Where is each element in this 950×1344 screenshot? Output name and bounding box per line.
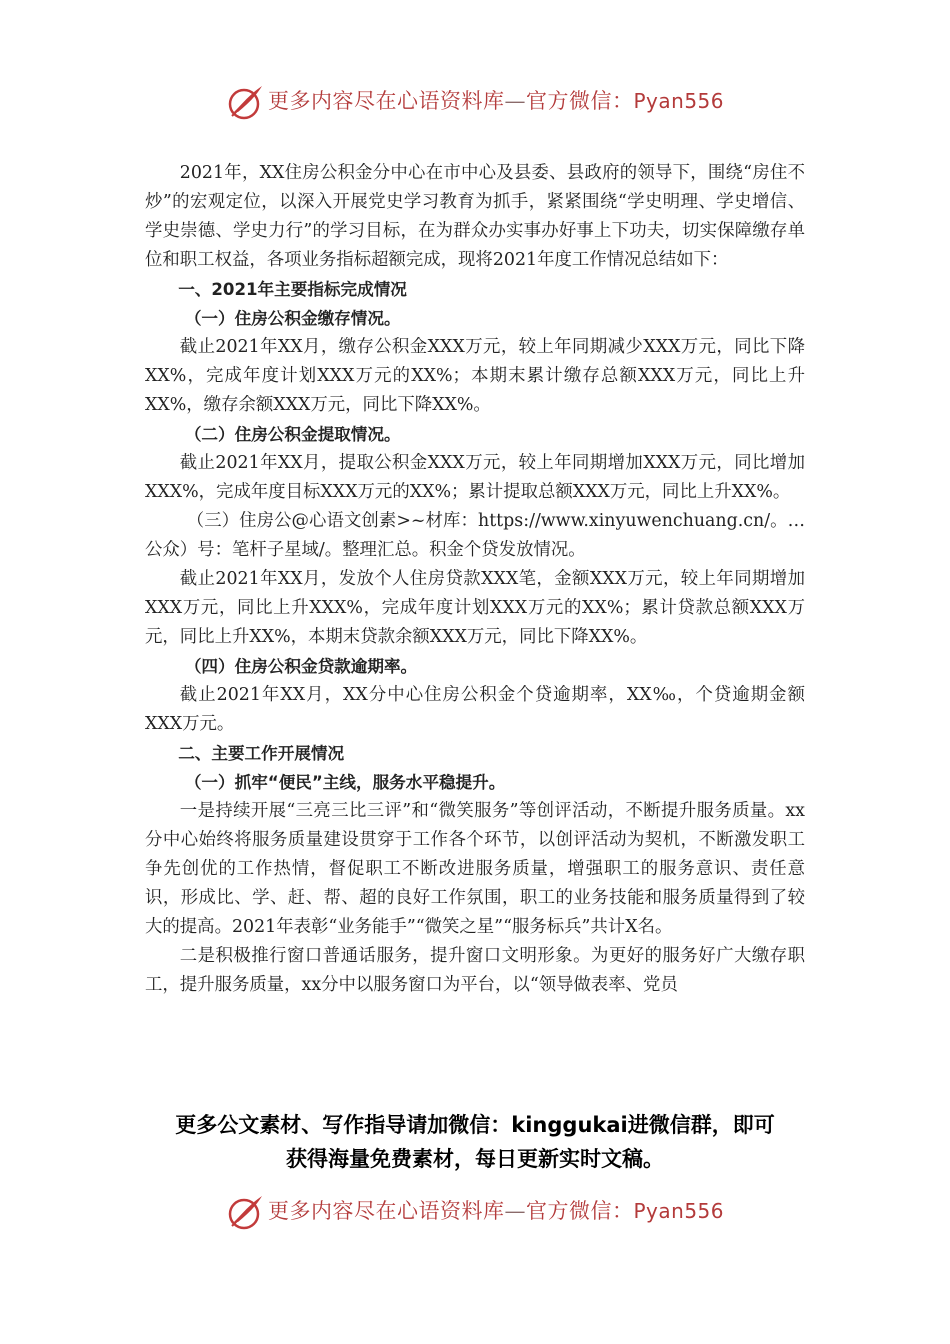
s1-4-paragraph: 截止2021年XX月，XX分中心住房公积金个贷逾期率，XX‰，个贷逾期金额XXX万元。 bbox=[145, 685, 805, 734]
banner-separator: — bbox=[504, 89, 526, 113]
promo-line-1: 更多公文素材、写作指导请加微信：kinggukai进微信群，即可 bbox=[175, 1113, 775, 1137]
banner-account: Pyan556 bbox=[633, 89, 725, 113]
document-body bbox=[145, 159, 805, 1000]
quill-logo-icon bbox=[226, 1192, 266, 1232]
banner-official: 官方微信： bbox=[526, 1199, 634, 1223]
section2-heading: 二、主要工作开展情况 bbox=[178, 744, 345, 763]
banner-official: 官方微信： bbox=[526, 89, 634, 113]
s1-2-heading: （二）住房公积金提取情况。 bbox=[184, 425, 401, 444]
banner-text bbox=[268, 1198, 724, 1224]
header-banner bbox=[0, 80, 950, 124]
banner-title: 更多内容尽在心语资料库 bbox=[268, 89, 505, 113]
s2-1-paragraph-1: 一是持续开展“三亮三比三评”和“微笑服务”等创评活动，不断提升服务质量。xx分中心始终将服务质量建设贯穿于工作各个环节，以创评活动为契机，不断激发职工争先创优的工作热情，督促职工不断改进服务质量，增强职工的服务意识、责任意识，形成比、学、赶、帮、超的良好工作氛围，职工的业务技能和服务质量得到了较大的提高。2021年表彰“业务能手”“微笑之星”“服务标兵”共计X名。 bbox=[145, 801, 805, 937]
promo-line-2: 获得海量免费素材，每日更新实时文稿。 bbox=[286, 1147, 664, 1171]
s1-1-paragraph: 截止2021年XX月，缴存公积金XXX万元，较上年同期减少XXX万元，同比下降XX%，完成年度计划XXX万元的XX%；本期末累计缴存总额XXX万元，同比上升XX%，缴存余额XXX万元，同比下降XX%。 bbox=[145, 337, 805, 415]
intro-paragraph: 2021年，XX住房公积金分中心在市中心及县委、县政府的领导下，围绕“房住不炒”的宏观定位，以深入开展党史学习教育为抓手，紧紧围绕“学史明理、学史增信、学史崇德、学史力行”的学习目标，在为群众办实事办好事上下功夫，切实保障缴存单位和职工权益，各项业务指标超额完成，现将2021年度工作情况总结如下： bbox=[145, 163, 805, 270]
s1-3-paragraph: 截止2021年XX月，发放个人住房贷款XXX笔，金额XXX万元，较上年同期增加XXX万元，同比上升XXX%，完成年度计划XXX万元的XX%；累计贷款总额XXX万元，同比上升XX%，本期末贷款余额XXX万元，同比下降XX%。 bbox=[145, 569, 805, 647]
s2-1-paragraph-2: 二是积极推行窗口普通话服务，提升窗口文明形象。为更好的服务好广大缴存职工，提升服务质量，xx分中以服务窗口为平台，以“领导做表率、党员 bbox=[145, 946, 805, 995]
quill-logo-icon bbox=[226, 82, 266, 122]
banner-separator: — bbox=[504, 1199, 526, 1223]
s2-1-heading: （一）抓牢“便民”主线，服务水平稳提升。 bbox=[184, 773, 506, 792]
promo-notice bbox=[0, 1108, 950, 1176]
banner-title: 更多内容尽在心语资料库 bbox=[268, 1199, 505, 1223]
s1-1-heading: （一）住房公积金缴存情况。 bbox=[184, 309, 401, 328]
footer-banner bbox=[0, 1190, 950, 1234]
s1-3-heading: （三）住房公@心语文创素>~材库：https://www.xinyuwenchuang.cn/。…公众）号：笔杆子星域/。整理汇总。积金个贷发放情况。 bbox=[145, 511, 805, 560]
s1-2-paragraph: 截止2021年XX月，提取公积金XXX万元，较上年同期增加XXX万元，同比增加XXX%，完成年度目标XXX万元的XX%；累计提取总额XXX万元，同比上升XX%。 bbox=[145, 453, 805, 502]
banner-account: Pyan556 bbox=[633, 1199, 725, 1223]
banner-text bbox=[268, 88, 724, 114]
section1-heading: 一、2021年主要指标完成情况 bbox=[178, 280, 407, 299]
s1-4-heading: （四）住房公积金贷款逾期率。 bbox=[184, 657, 418, 676]
